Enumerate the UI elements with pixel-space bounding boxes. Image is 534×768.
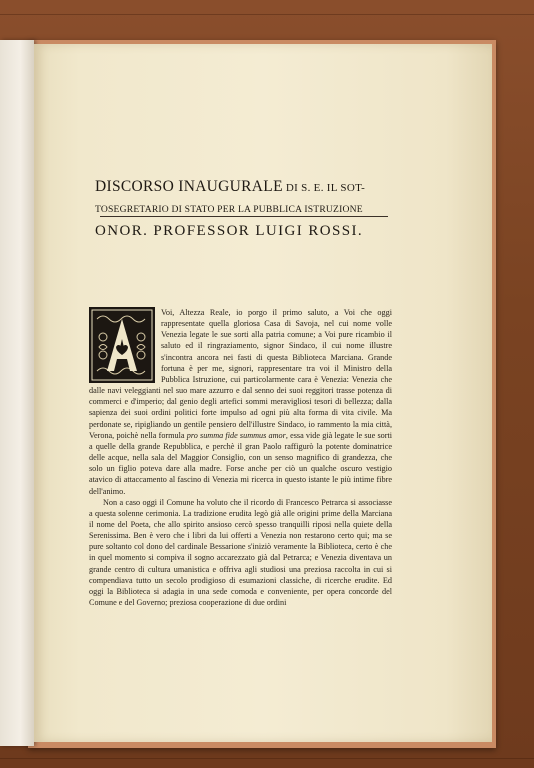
heading-title: DISCORSO INAUGURALE — [95, 178, 283, 195]
facing-page-edge — [0, 40, 34, 746]
wood-grain — [0, 758, 534, 759]
heading-line-1 — [95, 178, 395, 197]
ornamental-initial-icon — [89, 307, 155, 383]
speech-body — [89, 307, 392, 608]
heading-speaker: ONOR. PROFESSOR LUIGI ROSSI. — [95, 223, 363, 239]
heading-line-2: TOSEGRETARIO DI STATO PER LA PUBBLICA ISTRUZIONE — [95, 204, 363, 215]
heading-divider — [100, 216, 388, 217]
wood-grain — [0, 14, 534, 15]
heading-title-small: DI S. E. IL SOT- — [282, 182, 366, 194]
paragraph-1: Voi, Altezza Reale, io porgo il primo saluto, a Voi che oggi rappresentate quella gloriosa Casa di Savoja, nel cui nome volle Venezia legate le sue sorti alla patria comune; a Voi pure ricambio il saluto ed il ringraziamento, signor Sindaco, il cui nome illustre s'incontra ancora nei fasti di questa Biblioteca Marciana. Grande fortuna è per me, signori, rappresentare tra voi il Ministro della Pubblica Istruzione, cui particolarmente cara è Venezia: Venezia che dalle navi veleggianti nel suo mare azzurro e dal senno dei suoi reggitori trasse potenza di commerci e d'imperio; dal genio degli artefici sommi meravigliosi tesori di bellezza; dalla sapienza dei suoi ordini politici forte impulso ad ogni più alta forma di vita civile. Ma perdonate se, ripigliando un gentile pensiero dell'illustre Sindaco, io rammento la mia città, Verona, poichè nella formula pro summa fide summus amor, essa vide già legate le sue sorti a quelle della grande Repubblica, e perchè il gran Paolo raffigurò la potente dominatrice delle acque, nella sala del Maggior Consiglio, con un senso magnifico di grandezza, che solo un figlio poteva dare alla madre. Forse anche per ciò un qualche oscuro vestigio atavico di attaccamento al fascino di Venezia mi ricerca in questo istante le più intime fibre dell'animo. — [89, 308, 393, 496]
speech-heading — [95, 178, 395, 240]
italic-motto: pro summa fide summus amor — [186, 430, 286, 440]
paragraph-2: Non a caso oggi il Comune ha voluto che il ricordo di Francesco Petrarca si associasse a questa solenne cerimonia. La tradizione erudita legò già alle origini prime della Marciana il nome del Poeta, che allo spirito ansioso cercò spesso tranquilli riposi nella quiete della Serenissima. Ben è vero che i libri da lui offerti a Venezia non restarono certo qui; ma se pure soltanto col dono del cardinale Bessarione s'iniziò veramente la Biblioteca, certo è che in quel momento si compiva il sogno accarezzato già dal Petrarca; e Venezia diventava un grande centro di cultura umanistica e offriva agli studiosi una preziosa raccolta in cui si compendiava tutto un secolo prodigioso di esumazioni classiche, di ricerche erudite. Ed oggi la Biblioteca si adagia in una sede comoda e conveniente, per opera concorde del Comune e del Governo; preziosa cooperazione di due ordini — [89, 497, 392, 608]
